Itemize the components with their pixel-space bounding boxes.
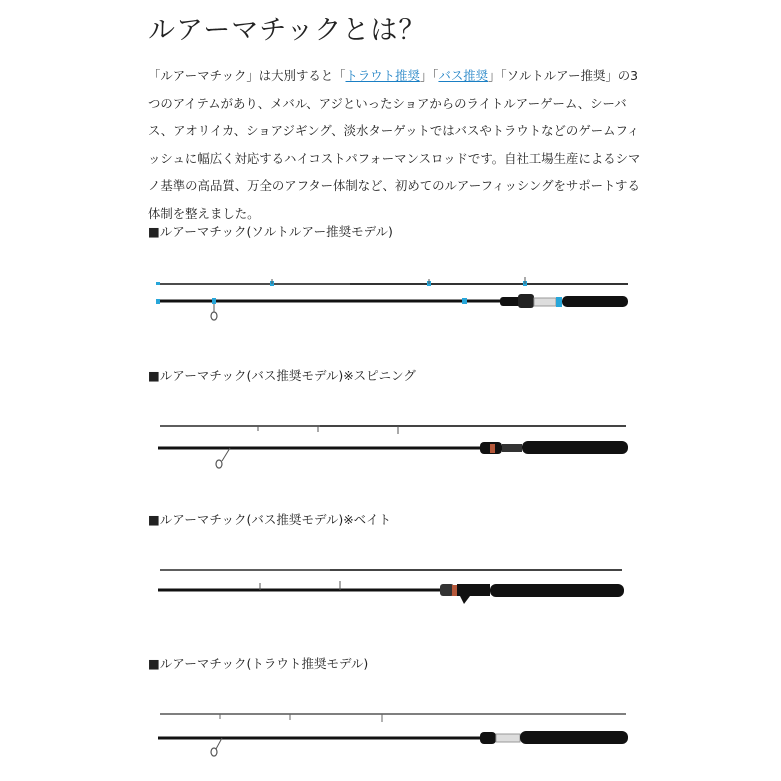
bass-recommended-link[interactable]: バス推奨 — [438, 68, 489, 83]
intro-paragraph: 「ルアーマチック」は大別すると「トラウト推奨」「バス推奨」「ソルトルアー推奨」の3つのアイテムがあり、メバル、アジといったショアからのライトルアーゲーム、シーバス、アオリイカ、ショアジギング、淡水ターゲットではバスやトラウトなどのゲームフィッシュに幅広く対応するハイコストパフォーマンスロッドです。自社工場生産によるシマノ基準の高品質、万全のアフター体制など、初めてのルアーフィッシングをサポートする体制を整えました。 — [148, 68, 641, 221]
salt-model-rod-image — [150, 270, 635, 340]
trout-recommended-link[interactable]: トラウト推奨 — [345, 68, 420, 83]
section-title-bass-bait: ■ルアーマチック(バス推奨モデル)※ベイト — [148, 512, 392, 527]
section-title-bass-spinning: ■ルアーマチック(バス推奨モデル)※スピニング — [148, 368, 416, 383]
trout-model-rod-image — [150, 702, 635, 772]
page-heading: ルアーマチックとは？ — [148, 15, 427, 46]
bass-spinning-rod-image — [150, 414, 635, 484]
section-title-salt: ■ルアーマチック(ソルトルアー推奨モデル) — [148, 224, 393, 239]
bass-bait-rod-image — [150, 556, 635, 626]
section-title-trout: ■ルアーマチック(トラウト推奨モデル) — [148, 656, 369, 671]
